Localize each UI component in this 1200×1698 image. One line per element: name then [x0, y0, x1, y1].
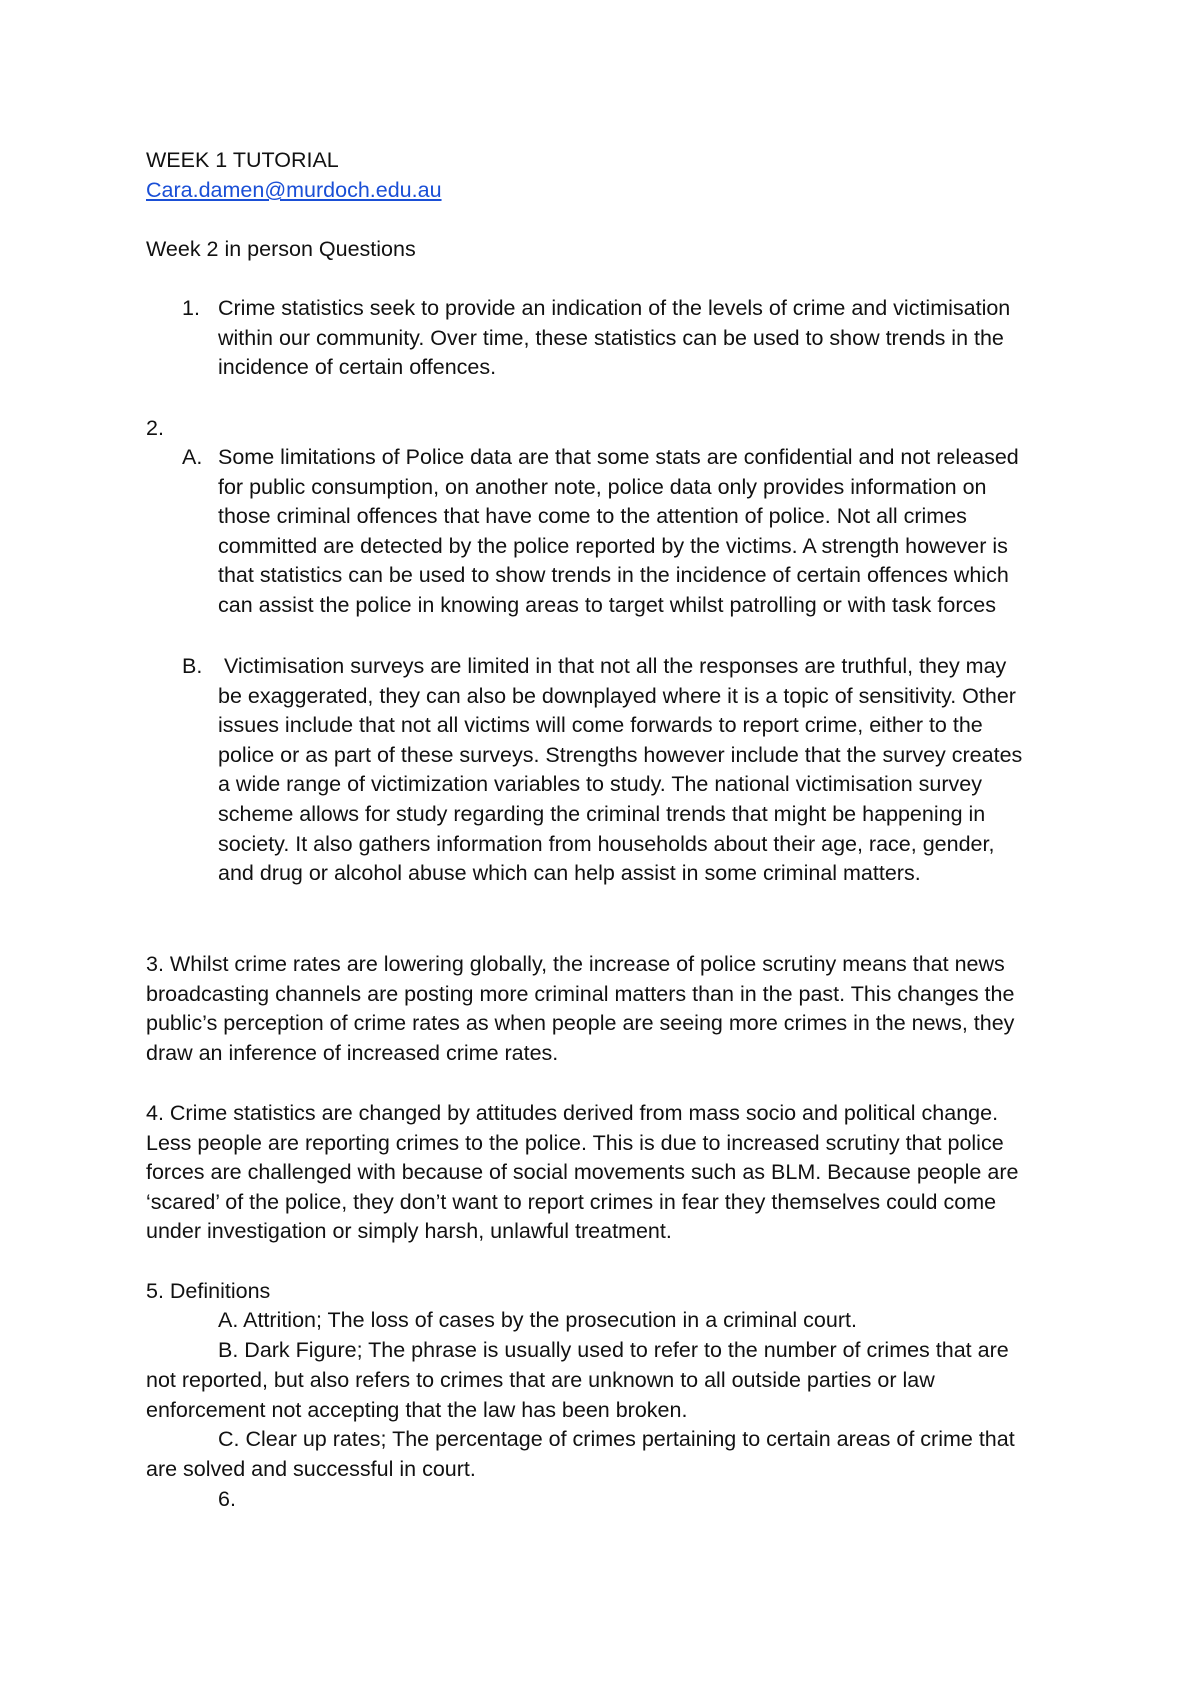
- q5b-line: enforcement not accepting that the law has been broken.: [146, 1397, 688, 1422]
- q4-line: forces are challenged with because of social movements such as BLM. Because people are: [146, 1160, 1019, 1185]
- q2b-line: society. It also gathers information from households about their age, race, gender,: [218, 831, 995, 856]
- section-subtitle: Week 2 in person Questions: [146, 237, 416, 261]
- q1-line: within our community. Over time, these statistics can be used to show trends in the: [218, 325, 1004, 350]
- q2b-answer: [218, 652, 1022, 889]
- q3-line: 3. Whilst crime rates are lowering globally, the increase of police scrutiny means that news: [146, 952, 1005, 976]
- q6-number: 6.: [218, 1487, 236, 1511]
- q2a-line: Some limitations of Police data are that some stats are confidential and not released: [218, 445, 1019, 469]
- q2b-line: and drug or alcohol abuse which can help assist in some criminal matters.: [218, 861, 921, 886]
- q2b-letter: B.: [182, 654, 203, 678]
- q4-line: 4. Crime statistics are changed by attitudes derived from mass socio and political change.: [146, 1101, 999, 1125]
- q5b-definition-first: B. Dark Figure; The phrase is usually used to refer to the number of crimes that are: [218, 1338, 1009, 1362]
- q2a-line: those criminal offences that have come to the attention of police. Not all crimes: [218, 504, 967, 529]
- q2b-line: be exaggerated, they can also be downplayed where it is a topic of sensitivity. Other: [218, 683, 1016, 708]
- q1-line: Crime statistics seek to provide an indication of the levels of crime and victimisation: [218, 296, 1011, 320]
- q3-line: public’s perception of crime rates as when people are seeing more crimes in the news, they: [146, 1011, 1015, 1036]
- q4-line: ‘scared’ of the police, they don’t want to report crimes in fear they themselves could come: [146, 1189, 997, 1214]
- q5b-line: not reported, but also refers to crimes that are unknown to all outside parties or law: [146, 1368, 935, 1392]
- q4-line: under investigation or simply harsh, unlawful treatment.: [146, 1219, 672, 1244]
- q5b-definition-rest: [146, 1366, 935, 1425]
- q2b-line: issues include that not all victims will come forwards to report crime, either to the: [218, 713, 983, 738]
- email-link[interactable]: Cara.damen@murdoch.edu.au: [146, 178, 442, 202]
- q4-answer: [146, 1099, 1018, 1247]
- q3-line: broadcasting channels are posting more criminal matters than in the past. This changes the: [146, 981, 1015, 1006]
- q4-line: Less people are reporting crimes to the police. This is due to increased scrutiny that police: [146, 1130, 1004, 1155]
- q3-answer: [146, 950, 1014, 1068]
- q5c-definition-first: C. Clear up rates; The percentage of crimes pertaining to certain areas of crime that: [218, 1427, 1015, 1451]
- q3-line: draw an inference of increased crime rates.: [146, 1040, 559, 1065]
- q2b-line: scheme allows for study regarding the criminal trends that might be happening in: [218, 801, 986, 826]
- q2-number: 2.: [146, 416, 164, 440]
- q2b-line: a wide range of victimization variables to study. The national victimisation survey: [218, 772, 983, 797]
- document-title: WEEK 1 TUTORIAL: [146, 148, 339, 172]
- q1-number: 1.: [182, 296, 200, 320]
- q1-line: incidence of certain offences.: [218, 355, 497, 380]
- q5c-definition-rest: are solved and successful in court.: [146, 1457, 476, 1481]
- q2a-answer: [218, 443, 1019, 621]
- q1-answer: [218, 294, 1010, 383]
- q2b-line: police or as part of these surveys. Strengths however include that the survey creates: [218, 742, 1023, 767]
- q2a-line: committed are detected by the police reported by the victims. A strength however is: [218, 533, 1008, 558]
- q2a-line: can assist the police in knowing areas to target whilst patrolling or with task forces: [218, 592, 996, 617]
- q5a-definition: A. Attrition; The loss of cases by the prosecution in a criminal court.: [218, 1308, 857, 1332]
- q2a-letter: A.: [182, 445, 203, 469]
- q2b-line: Victimisation surveys are limited in that not all the responses are truthful, they may: [218, 654, 1007, 678]
- q5-heading: 5. Definitions: [146, 1279, 271, 1303]
- q2a-line: that statistics can be used to show trends in the incidence of certain offences which: [218, 563, 1009, 588]
- q2a-line: for public consumption, on another note, police data only provides information on: [218, 474, 987, 499]
